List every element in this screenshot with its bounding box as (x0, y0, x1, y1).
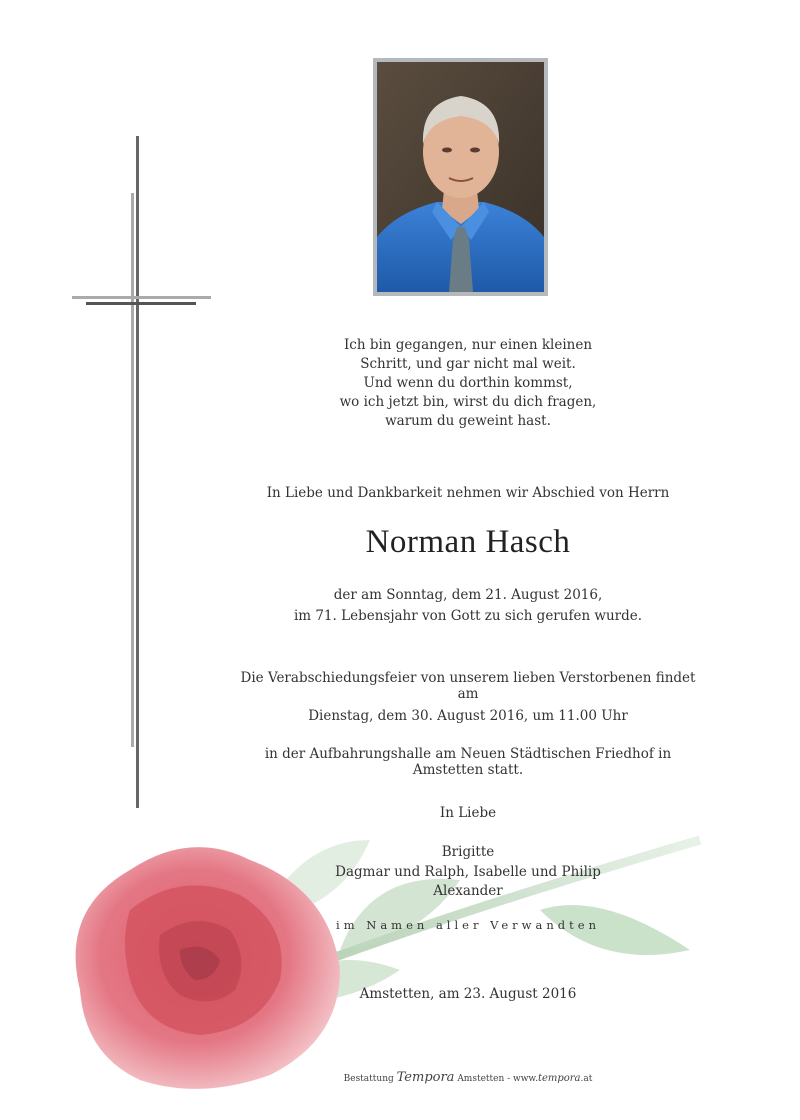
farewell-intro: In Liebe und Dankbarkeit nehmen wir Abschied von Herrn (266, 485, 670, 501)
footer-brand: Tempora (396, 1070, 455, 1085)
closing-in-love: In Liebe (439, 805, 497, 821)
poem-line: Und wenn du dorthin kommst, (363, 375, 573, 391)
poem (230, 336, 706, 431)
death-info (230, 585, 706, 627)
cross-horizontal-dark (86, 302, 196, 305)
footer (230, 1070, 706, 1085)
cross-vertical-dark (136, 136, 139, 808)
footer-prefix: Bestattung (343, 1074, 394, 1084)
poem-line: Ich bin gegangen, nur einen kleinen (343, 337, 593, 353)
ceremony-intro: Die Verabschiedungsfeier von unserem lieben Verstorbenen findet am (240, 670, 696, 702)
death-info-line: der am Sonntag, dem 21. August 2016, (333, 587, 603, 603)
poem-line: warum du geweint hast. (385, 413, 551, 429)
poem-line: Schritt, und gar nicht mal weit. (360, 356, 576, 372)
mourner-name: Brigitte (441, 844, 495, 860)
footer-suffix: .at (580, 1074, 593, 1084)
footer-site-brand: tempora (537, 1073, 581, 1084)
cross-horizontal-light (72, 296, 211, 299)
poem-line: wo ich jetzt bin, wirst du dich fragen, (339, 394, 597, 410)
death-info-line: im 71. Lebensjahr von Gott zu sich gerufen wurde. (293, 608, 643, 624)
mourner-name: Dagmar und Ralph, Isabelle und Philip (335, 863, 601, 880)
ceremony-date: Dienstag, dem 30. August 2016, um 11.00 Uhr (308, 708, 628, 724)
portrait-photo (373, 58, 548, 296)
mourner-name: Alexander (433, 883, 503, 899)
deceased-name: Norman Hasch (365, 524, 571, 560)
portrait-image (377, 62, 544, 292)
ceremony-location: in der Aufbahrungshalle am Neuen Städtischen Friedhof in Amstetten statt. (264, 746, 672, 778)
cross-vertical-light (131, 193, 134, 747)
relatives-line: im Namen aller Verwandten (336, 918, 600, 932)
place-and-date: Amstetten, am 23. August 2016 (359, 986, 577, 1002)
mourners-list (230, 843, 706, 902)
footer-middle: Amstetten - www. (457, 1074, 538, 1084)
